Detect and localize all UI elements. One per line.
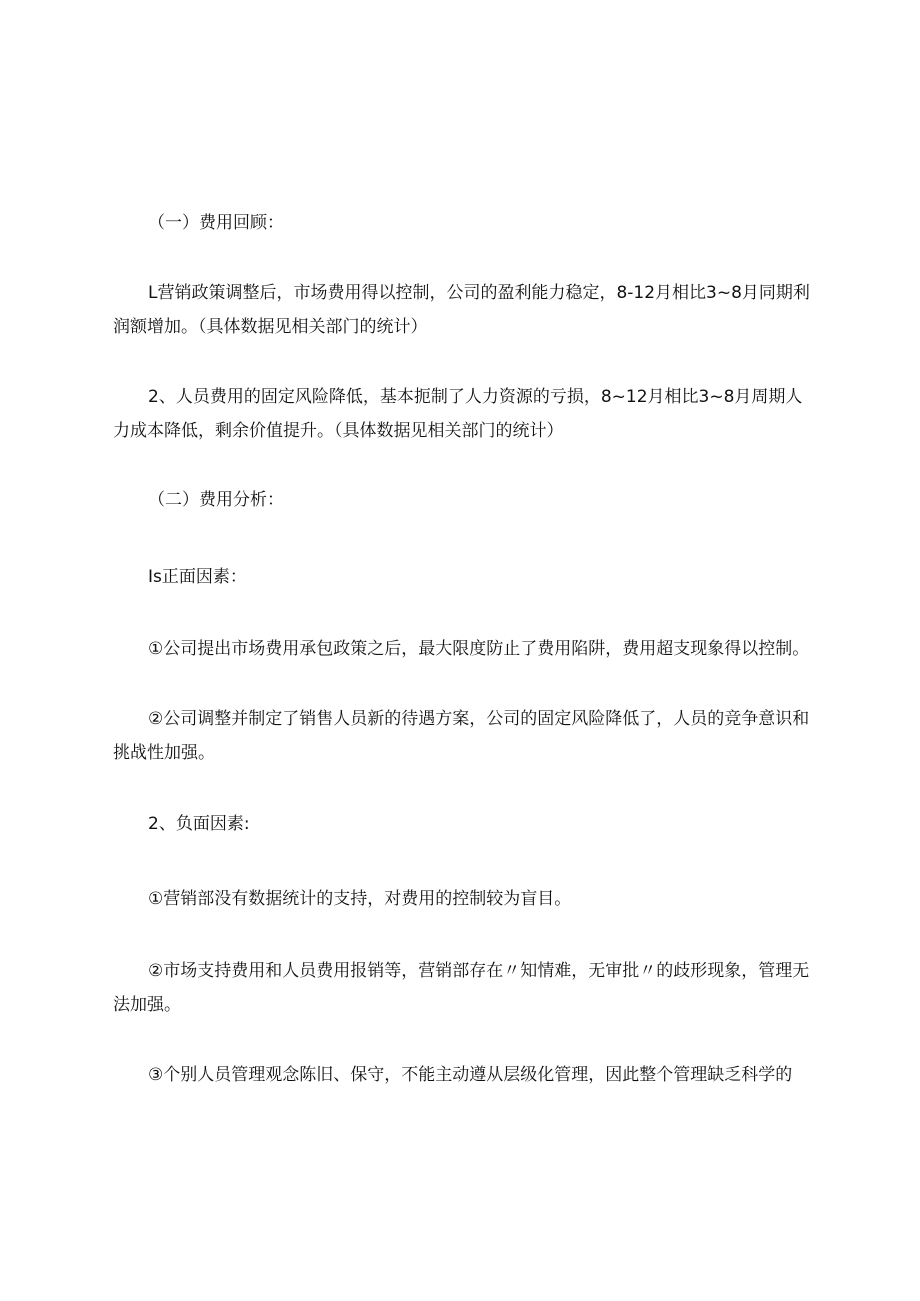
negative-item-1: ①营销部没有数据统计的支持，对费用的控制较为盲目。 <box>148 889 572 909</box>
positive-item-1: ①公司提出市场费用承包政策之后，最大限度防止了费用陷阱，费用超支现象得以控制。 <box>148 639 810 659</box>
section-analysis-heading: （二）费用分析： <box>148 490 284 510</box>
review-item-1: L营销政策调整后，市场费用得以控制，公司的盈利能力稳定，8-12月相比3~8月同期利润额增加。（具体数据见相关部门的统计） <box>113 283 810 337</box>
positive-item-2: ②公司调整并制定了销售人员新的待遇方案，公司的固定风险降低了，人员的竞争意识和挑战性加强。 <box>113 709 810 763</box>
review-item-2: 2、人员费用的固定风险降低，基本扼制了人力资源的亏损，8~12月相比3~8月周期人力成本降低，剩余价值提升。（具体数据见相关部门的统计） <box>113 387 803 441</box>
negative-item-2: ②市场支持费用和人员费用报销等，营销部存在〃知情难，无审批〃的歧形现象，管理无法加强。 <box>113 961 810 1015</box>
section-review-heading: （一）费用回顾： <box>148 213 284 233</box>
negative-factors-heading: 2、负面因素: <box>148 814 250 834</box>
positive-factors-heading: Is正面因素： <box>148 567 247 587</box>
negative-item-3: ③个别人员管理观念陈旧、保守，不能主动遵从层级化管理，因此整个管理缺乏科学的 <box>148 1065 793 1085</box>
